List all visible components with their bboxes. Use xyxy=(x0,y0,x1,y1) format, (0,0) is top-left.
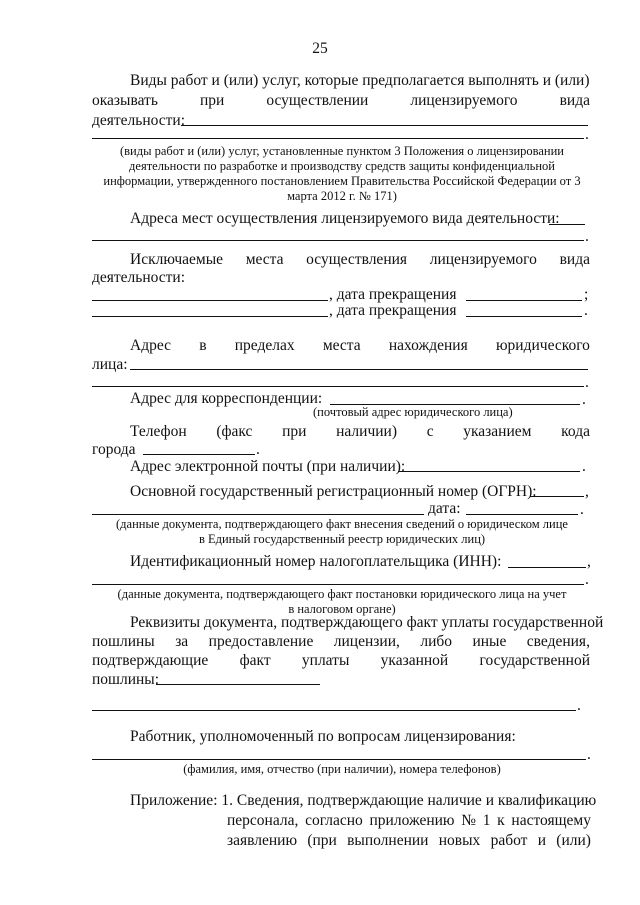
authorized-dot: . xyxy=(587,746,591,763)
fee-line-2 xyxy=(92,633,590,651)
word: Телефон xyxy=(130,423,187,440)
fee-dot: . xyxy=(577,697,581,714)
work-types-field-1[interactable] xyxy=(181,125,588,126)
fee-line-3 xyxy=(92,652,590,670)
word: настоящему xyxy=(511,812,591,829)
word: новых xyxy=(438,832,481,849)
ogrn-dot: . xyxy=(580,501,584,518)
word: уплаты xyxy=(301,652,350,669)
ogrn-date-label: дата: xyxy=(428,500,461,517)
addresses-field-1[interactable] xyxy=(549,224,585,225)
word: сведения, xyxy=(526,633,590,650)
word: факт xyxy=(239,652,271,669)
ogrn-date-field[interactable] xyxy=(466,514,578,515)
email-dot: . xyxy=(582,458,586,475)
word: указанием xyxy=(463,423,532,440)
correspondence-dot: . xyxy=(582,391,586,408)
legal-address-line-1 xyxy=(130,337,590,355)
phone-field[interactable] xyxy=(143,454,255,455)
work-types-field-2[interactable] xyxy=(92,138,584,139)
word: подтверждающие xyxy=(92,652,209,669)
inn-label: Идентификационный номер налогоплательщика (ИНН): xyxy=(130,553,502,570)
word: согласно xyxy=(305,812,363,829)
excluded-date-field-1[interactable] xyxy=(466,300,582,301)
work-types-note-2: деятельности по разработке и производству средств защиты конфиденциальной xyxy=(129,159,555,173)
ogrn-label: Основной государственный регистрационный номер (ОГРН): xyxy=(130,483,537,500)
excluded-date-label-1: , дата прекращения xyxy=(329,286,457,303)
word: наличии) xyxy=(336,423,398,440)
word: при xyxy=(199,92,225,109)
word: при xyxy=(282,423,307,440)
word: за xyxy=(175,633,189,650)
email-field[interactable] xyxy=(398,471,580,472)
excluded-end-2: . xyxy=(584,302,588,319)
word: лицензируемого xyxy=(410,92,518,109)
excluded-place-field-2[interactable] xyxy=(92,316,328,317)
inn-dot: . xyxy=(585,571,589,588)
fee-field-2[interactable] xyxy=(92,710,576,711)
word: (при xyxy=(307,832,337,849)
legal-address-field-2[interactable] xyxy=(92,386,584,387)
word: осуществления xyxy=(306,251,408,268)
correspondence-label: Адрес для корреспонденции: xyxy=(130,390,323,407)
legal-address-field-1[interactable] xyxy=(130,369,588,370)
appendix-line-2 xyxy=(227,812,591,830)
work-types-line-1: Виды работ и (или) услуг, которые предполагается выполнять и (или) xyxy=(130,72,590,89)
word: лицензируемого xyxy=(429,251,537,268)
word: вида xyxy=(559,92,590,109)
legal-address-dot: . xyxy=(585,374,589,391)
phone-dot: . xyxy=(256,441,260,458)
word: № xyxy=(461,812,477,829)
work-types-note-3: информации, утвержденного постановлением Правительства Российской Федерации от 3 xyxy=(103,174,581,188)
inn-comma: , xyxy=(587,553,591,570)
word: пошлины xyxy=(92,633,155,650)
inn-note-2: в налоговом органе) xyxy=(288,602,396,616)
ogrn-comma: , xyxy=(585,483,589,500)
word: выполнении xyxy=(347,832,429,849)
appendix-line-3 xyxy=(227,832,591,850)
word: с xyxy=(426,423,434,440)
word: места xyxy=(245,251,284,268)
ogrn-field[interactable] xyxy=(530,496,584,497)
word: места xyxy=(322,337,361,354)
work-types-note-1: (виды работ и (или) услуг, установленные пунктом 3 Положения о лицензировании xyxy=(119,144,564,158)
word: осуществлении xyxy=(266,92,369,109)
word: либо xyxy=(420,633,452,650)
word: Исключаемые xyxy=(130,251,223,268)
word: иные xyxy=(472,633,507,650)
work-types-line-2 xyxy=(92,92,590,110)
legal-address-label: лица: xyxy=(92,356,128,373)
word: (или) xyxy=(556,832,591,849)
inn-note-1: (данные документа, подтверждающего факт постановки юридического лица на учет xyxy=(117,587,567,601)
word: нахождения xyxy=(388,337,468,354)
phone-city-label: города xyxy=(92,441,136,458)
word: в xyxy=(199,337,207,354)
word: персонала, xyxy=(227,812,299,829)
appendix-line-1: Приложение: 1. Сведения, подтверждающие наличие и квалификацию xyxy=(130,792,597,809)
word: предоставление xyxy=(208,633,314,650)
addresses-dot: . xyxy=(585,228,589,245)
authorized-note: (фамилия, имя, отчество (при наличии), номера телефонов) xyxy=(183,762,501,776)
word: лицензии, xyxy=(333,633,400,650)
word: (факс xyxy=(216,423,253,440)
addresses-field-2[interactable] xyxy=(92,240,584,241)
word: Адрес xyxy=(130,337,171,354)
phone-line-1 xyxy=(130,423,590,441)
word: государственной xyxy=(479,652,590,669)
excluded-place-field-1[interactable] xyxy=(92,300,328,301)
work-types-label: деятельности: xyxy=(92,112,186,129)
ogrn-note-2: в Единый государственный реестр юридических лиц) xyxy=(198,532,486,546)
ogrn-note-1: (данные документа, подтверждающего факт внесения сведений о юридическом лице xyxy=(116,517,568,531)
word: кода xyxy=(561,423,590,440)
inn-doc-field[interactable] xyxy=(92,584,584,585)
excluded-line-1 xyxy=(130,251,590,269)
excluded-label: деятельности: xyxy=(92,269,186,286)
email-label: Адрес электронной почты (при наличии): xyxy=(130,458,406,475)
excluded-date-label-2: , дата прекращения xyxy=(329,302,457,319)
word: и xyxy=(537,832,546,849)
fee-field-1[interactable] xyxy=(156,684,320,685)
addresses-label: Адреса мест осуществления лицензируемого вида деятельности: xyxy=(130,210,560,227)
ogrn-doc-field[interactable] xyxy=(92,514,424,515)
authorized-label: Работник, уполномоченный по вопросам лицензирования: xyxy=(130,728,516,745)
word: работ xyxy=(490,832,528,849)
word: юридического xyxy=(495,337,590,354)
word: пределах xyxy=(234,337,295,354)
excluded-end-1: ; xyxy=(584,286,589,303)
correspondence-note: (почтовый адрес юридического лица) xyxy=(313,405,513,419)
work-types-dot: . xyxy=(585,126,589,143)
word: указанной xyxy=(380,652,449,669)
word: приложению xyxy=(369,812,455,829)
word: 1 xyxy=(482,812,491,829)
work-types-note-4: марта 2012 г. № 171) xyxy=(287,189,397,203)
authorized-field[interactable] xyxy=(92,759,586,760)
word: вида xyxy=(559,251,590,268)
fee-line-1: Реквизиты документа, подтверждающего факт уплаты государственной xyxy=(130,614,604,631)
fee-label: пошлины: xyxy=(92,671,160,688)
excluded-date-field-2[interactable] xyxy=(466,316,582,317)
word: к xyxy=(497,812,505,829)
inn-field[interactable] xyxy=(508,567,586,568)
word: заявлению xyxy=(227,832,298,849)
word: оказывать xyxy=(92,92,158,109)
page-number: 25 xyxy=(312,40,328,57)
